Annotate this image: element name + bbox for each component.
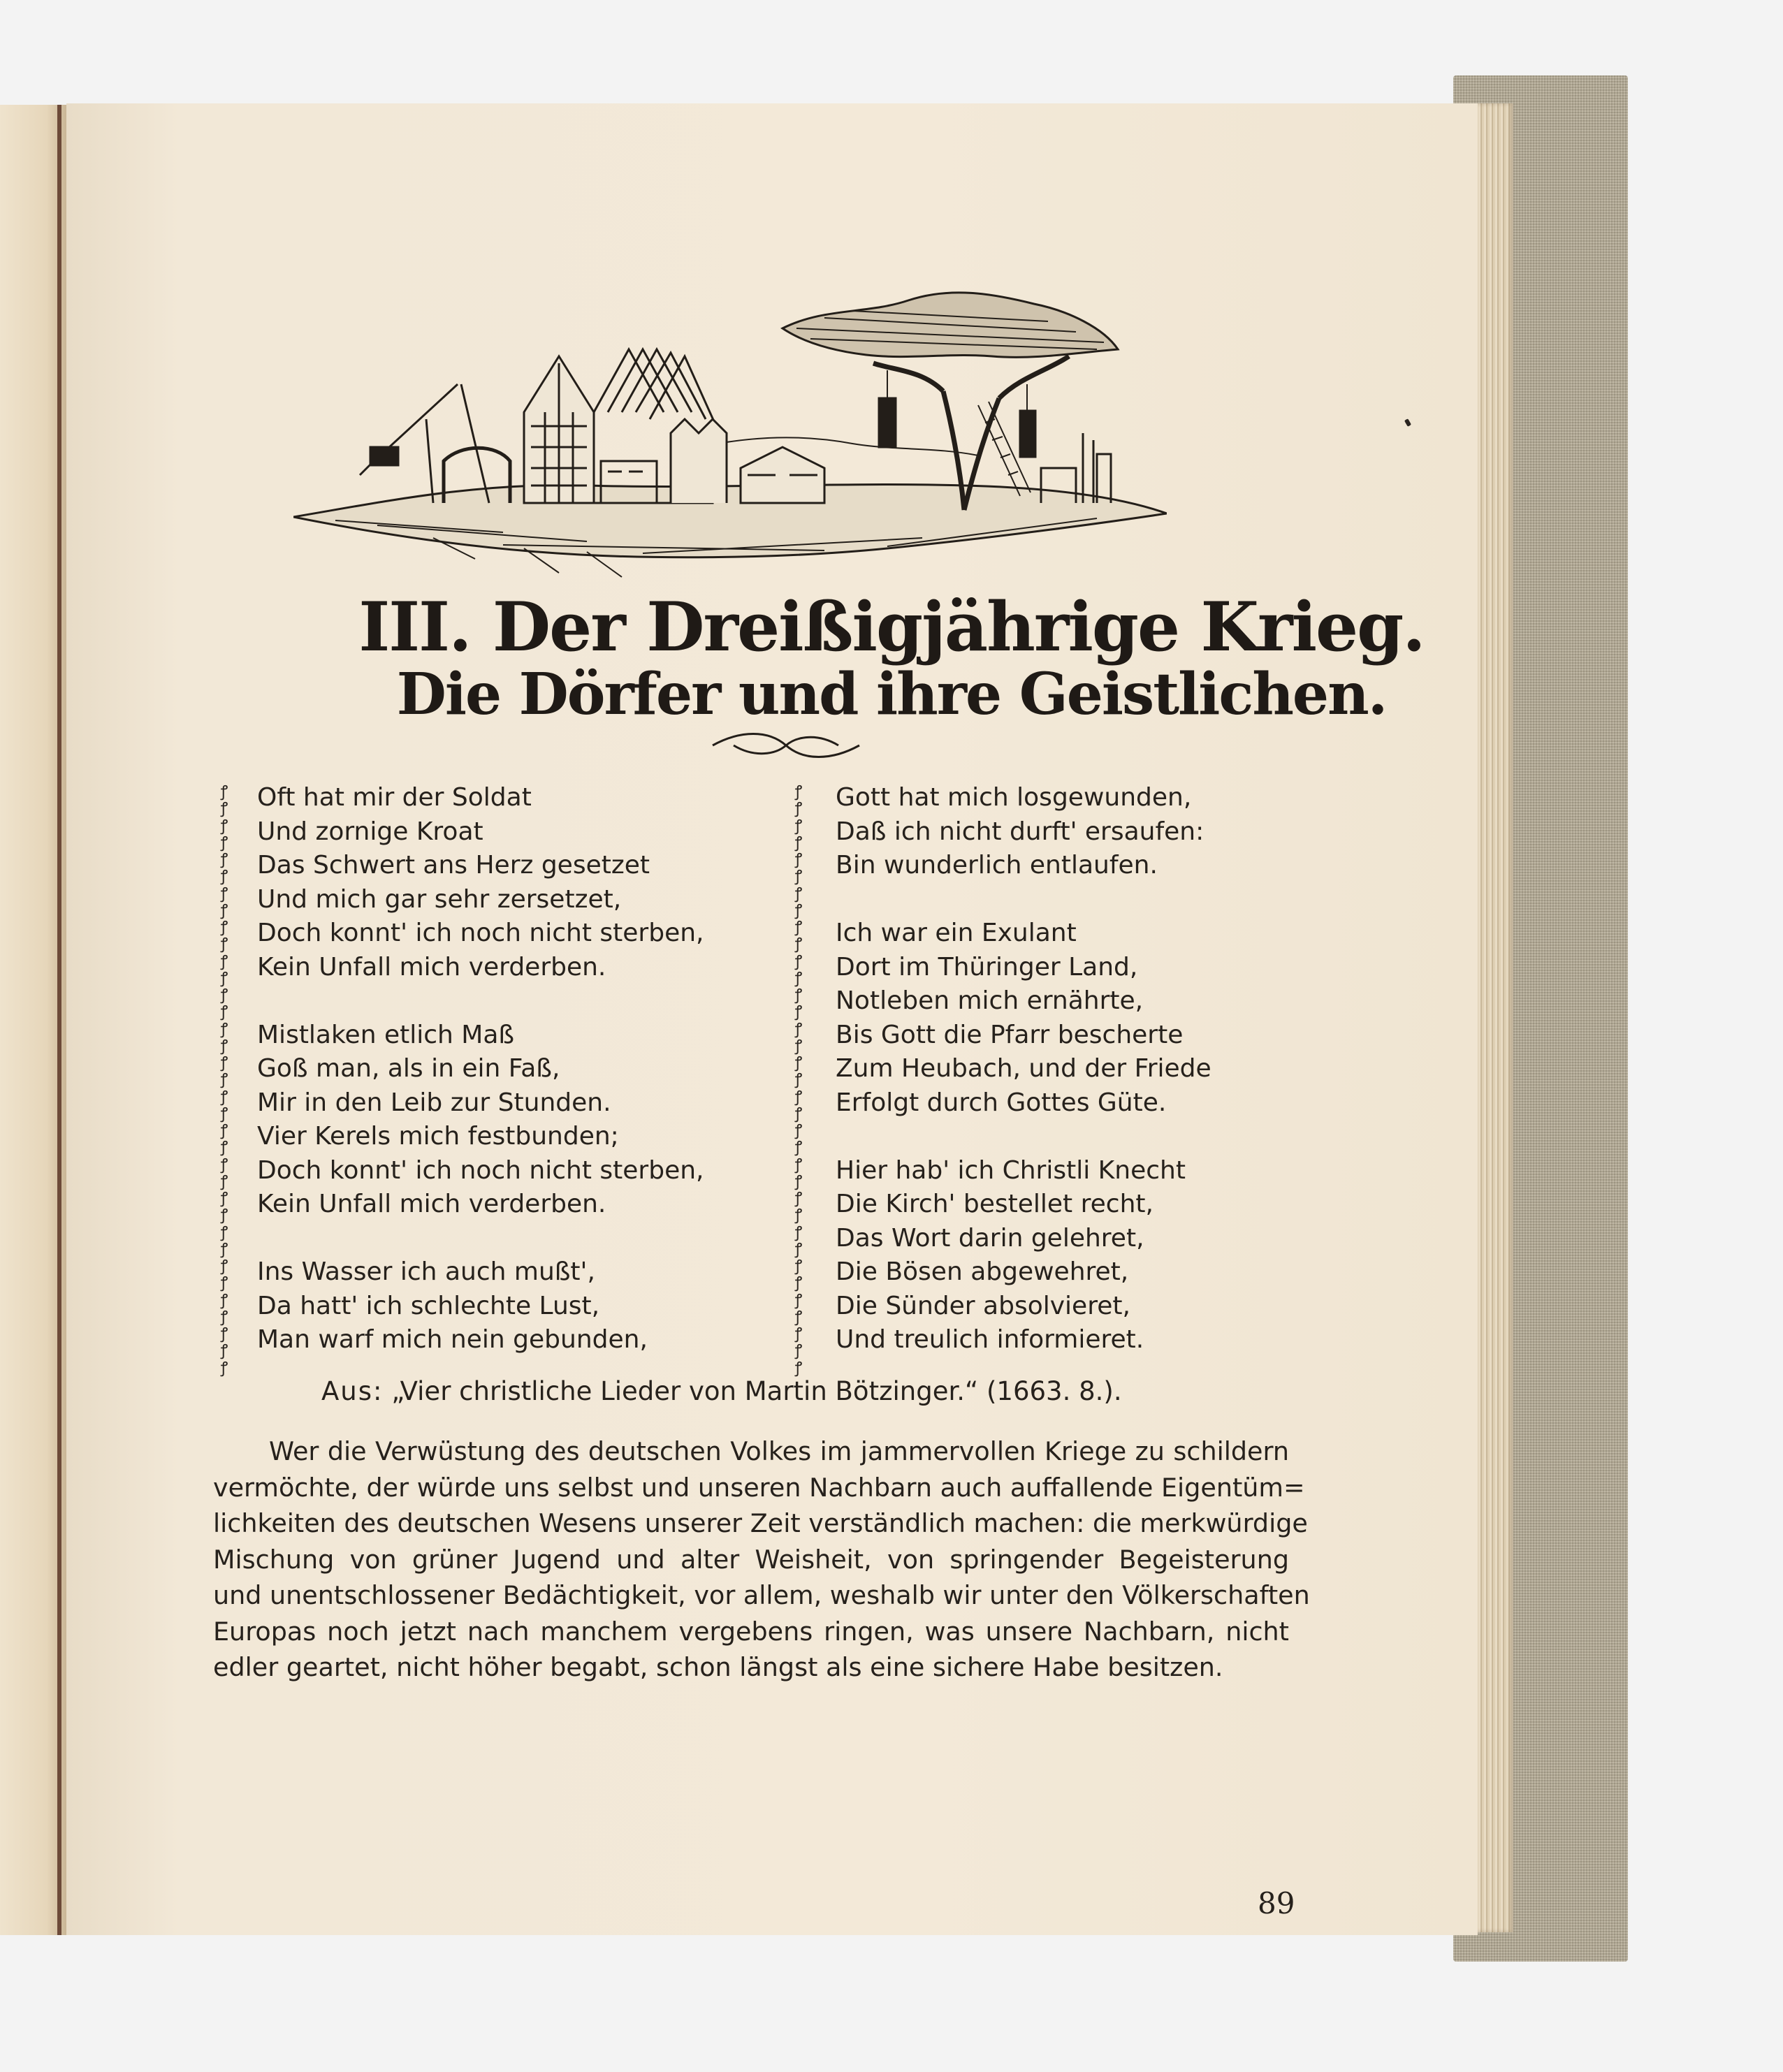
verse-line: Zum Heubach, und der Friede: [836, 1054, 1211, 1083]
verse-line: Das Wort darin gelehret,: [836, 1223, 1144, 1253]
ornament-glyph: ꝭ: [220, 935, 228, 954]
ornament-glyph: ꝭ: [794, 1190, 803, 1207]
ornament-glyph: ꝭ: [220, 1308, 228, 1326]
verse-line: Die Kirch' bestellet recht,: [836, 1190, 1154, 1218]
poem-right-column: [836, 781, 1325, 1357]
verse-line: Erfolgt durch Gottes Güte.: [836, 1088, 1167, 1117]
prose-line: Europas noch jetzt nach manchem vergebens ringen, was unsere Nachbarn, nicht: [213, 1616, 1289, 1647]
right-ornament-border: [789, 784, 808, 1377]
verse-line: Die Bösen abgewehret,: [836, 1257, 1129, 1286]
source-label: Aus:: [321, 1376, 384, 1406]
ornament-glyph: ꝭ: [220, 800, 228, 818]
ornament-glyph: ꝭ: [220, 1240, 228, 1258]
ornament-glyph: ꝭ: [220, 1274, 228, 1292]
ornament-glyph: ꝭ: [794, 1003, 803, 1021]
source-text: „Vier christliche Lieder von Martin Bötzinger.“ (1663. 8.).: [391, 1376, 1122, 1406]
left-page-edge: [0, 105, 66, 1935]
ornament-glyph: ꝭ: [794, 851, 803, 868]
ornament-glyph: ꝭ: [794, 833, 803, 852]
verse-line: Kein Unfall mich verderben.: [257, 1190, 606, 1218]
prose-line: edler geartet, nicht höher begabt, schon längst als eine sichere Habe besitzen.: [213, 1652, 1223, 1682]
verse-line: Goß man, als in ein Faß,: [257, 1054, 560, 1083]
ornament-glyph: ꝭ: [220, 1206, 228, 1225]
ornament-glyph: ꝭ: [794, 1020, 803, 1038]
verse-line: Oft hat mir der Soldat: [257, 783, 532, 812]
ornament-glyph: ꝭ: [220, 1155, 228, 1174]
verse-line: Die Sünder absolvieret,: [836, 1291, 1130, 1320]
stanza-break: [257, 1222, 746, 1256]
ornament-glyph: ꝭ: [220, 1037, 228, 1055]
ornament-glyph: ꝭ: [794, 1071, 803, 1089]
verse-line: Hier hab' ich Christli Knecht: [836, 1155, 1186, 1185]
verse-line: Und treulich informieret.: [836, 1325, 1144, 1354]
ornament-glyph: ꝭ: [794, 952, 803, 970]
verse-line: Vier Kerels mich festbunden;: [257, 1122, 619, 1151]
ornament-glyph: ꝭ: [220, 833, 228, 852]
stanza-break: [836, 883, 1325, 917]
ornament-glyph: ꝭ: [220, 969, 228, 987]
ornament-glyph: ꝭ: [220, 919, 228, 936]
prose-line: Mischung von grüner Jugend und alter Weisheit, von springender Begeisterung: [213, 1544, 1289, 1575]
ornament-glyph: ꝭ: [220, 1020, 228, 1038]
ornament-glyph: ꝭ: [220, 1122, 228, 1139]
verse-line: Bis Gott die Pfarr bescherte: [836, 1020, 1184, 1049]
ornament-glyph: ꝭ: [794, 1359, 803, 1377]
ornament-glyph: ꝭ: [794, 935, 803, 954]
verse-line: Mir in den Leib zur Stunden.: [257, 1088, 611, 1117]
verse-line: Mistlaken etlich Maß: [257, 1020, 515, 1049]
ornament-glyph: ꝭ: [220, 884, 228, 903]
chapter-title: III. Der Dreißigjährige Krieg.: [358, 588, 1425, 666]
ornament-glyph: ꝭ: [220, 1342, 228, 1360]
ornament-glyph: ꝭ: [220, 901, 228, 919]
ornament-glyph: ꝭ: [220, 783, 228, 801]
verse-line: Und mich gar sehr zersetzet,: [257, 884, 622, 914]
ornament-glyph: ꝭ: [220, 1325, 228, 1343]
ornament-glyph: ꝭ: [220, 1088, 228, 1106]
ornament-glyph: ꝭ: [794, 1172, 803, 1190]
verse-line: Gott hat mich losgewunden,: [836, 783, 1192, 812]
ornament-glyph: ꝭ: [794, 1308, 803, 1326]
left-page-binding: [57, 105, 61, 1935]
ornament-glyph: ꝭ: [220, 817, 228, 835]
ornament-glyph: ꝭ: [794, 969, 803, 987]
verse-line: Bin wunderlich entlaufen.: [836, 851, 1158, 880]
verse-line: Ich war ein Exulant: [836, 919, 1077, 947]
ornament-glyph: ꝭ: [794, 1054, 803, 1072]
left-ornament-border: [215, 784, 233, 1377]
verse-line: Das Schwert ans Herz gesetzet: [257, 851, 650, 880]
ornament-glyph: ꝭ: [220, 1054, 228, 1072]
verse-line: Notleben mich ernährte,: [836, 986, 1144, 1015]
verse-line: Da hatt' ich schlechte Lust,: [257, 1291, 600, 1320]
ornament-glyph: ꝭ: [220, 952, 228, 970]
verse-line: Doch konnt' ich noch nicht sterben,: [257, 919, 704, 947]
ornament-glyph: ꝭ: [794, 1240, 803, 1258]
verse-line: Daß ich nicht durft' ersaufen:: [836, 817, 1205, 846]
ornament-glyph: ꝭ: [220, 1223, 228, 1241]
ornament-glyph: ꝭ: [220, 1071, 228, 1089]
prose-paragraph: [213, 1433, 1310, 1686]
ornament-glyph: ꝭ: [794, 1223, 803, 1241]
ornament-glyph: ꝭ: [794, 1342, 803, 1360]
ornament-glyph: ꝭ: [794, 1257, 803, 1275]
ornament-glyph: ꝭ: [794, 1139, 803, 1157]
ornament-glyph: ꝭ: [794, 1274, 803, 1292]
ornament-glyph: ꝭ: [794, 1037, 803, 1055]
ornament-glyph: ꝭ: [794, 1325, 803, 1343]
ornament-glyph: ꝭ: [220, 1003, 228, 1021]
ornament-glyph: ꝭ: [794, 1104, 803, 1123]
title-flourish-ornament: [706, 727, 866, 764]
prose-line: und unentschlossener Bedächtigkeit, vor allem, weshalb wir unter den Völkerschaften: [213, 1580, 1310, 1610]
verse-line: Dort im Thüringer Land,: [836, 952, 1138, 982]
ornament-glyph: ꝭ: [794, 800, 803, 818]
verse-line: Kein Unfall mich verderben.: [257, 952, 606, 982]
ornament-glyph: ꝭ: [794, 884, 803, 903]
verse-line: Und zornige Kroat: [257, 817, 483, 846]
chapter-subtitle: Die Dörfer und ihre Geistlichen.: [396, 661, 1387, 728]
ornament-glyph: ꝭ: [220, 868, 228, 886]
ornament-glyph: ꝭ: [794, 901, 803, 919]
ornament-glyph: ꝭ: [794, 868, 803, 886]
verse-line: Doch konnt' ich noch nicht sterben,: [257, 1155, 704, 1185]
ornament-glyph: ꝭ: [220, 1291, 228, 1309]
ornament-glyph: ꝭ: [220, 1257, 228, 1275]
ornament-glyph: ꝭ: [794, 1291, 803, 1309]
ornament-glyph: ꝭ: [794, 1088, 803, 1106]
ornament-glyph: ꝭ: [794, 783, 803, 801]
prose-line: Wer die Verwüstung des deutschen Volkes im jammervollen Kriege zu schildern: [269, 1436, 1289, 1466]
ornament-glyph: ꝭ: [794, 986, 803, 1004]
ornament-glyph: ꝭ: [794, 919, 803, 936]
verse-line: Ins Wasser ich auch mußt',: [257, 1257, 595, 1286]
stanza-break: [836, 1120, 1325, 1154]
ornament-glyph: ꝭ: [794, 1122, 803, 1139]
village-woodcut-illustration: [293, 272, 1167, 580]
ornament-glyph: ꝭ: [220, 1190, 228, 1207]
ornament-glyph: ꝭ: [794, 1155, 803, 1174]
ornament-glyph: ꝭ: [794, 817, 803, 835]
ornament-glyph: ꝭ: [220, 1139, 228, 1157]
prose-line: lichkeiten des deutschen Wesens unserer Zeit verständlich machen: die merkwürdige: [213, 1508, 1308, 1538]
prose-line: vermöchte, der würde uns selbst und unseren Nachbarn auch auffallende Eigentüm=: [213, 1472, 1305, 1503]
page-block-edges: [1473, 103, 1513, 1932]
ornament-glyph: ꝭ: [794, 1206, 803, 1225]
ornament-glyph: ꝭ: [220, 1359, 228, 1377]
ornament-glyph: ꝭ: [220, 1172, 228, 1190]
ornament-glyph: ꝭ: [220, 986, 228, 1004]
poem-source-citation: [321, 1376, 1122, 1406]
poem-left-column: [257, 781, 746, 1357]
stanza-break: [257, 984, 746, 1019]
verse-line: Man warf mich nein gebunden,: [257, 1325, 648, 1354]
ornament-glyph: ꝭ: [220, 851, 228, 868]
page-number: 89: [1258, 1886, 1295, 1920]
ornament-glyph: ꝭ: [220, 1104, 228, 1123]
